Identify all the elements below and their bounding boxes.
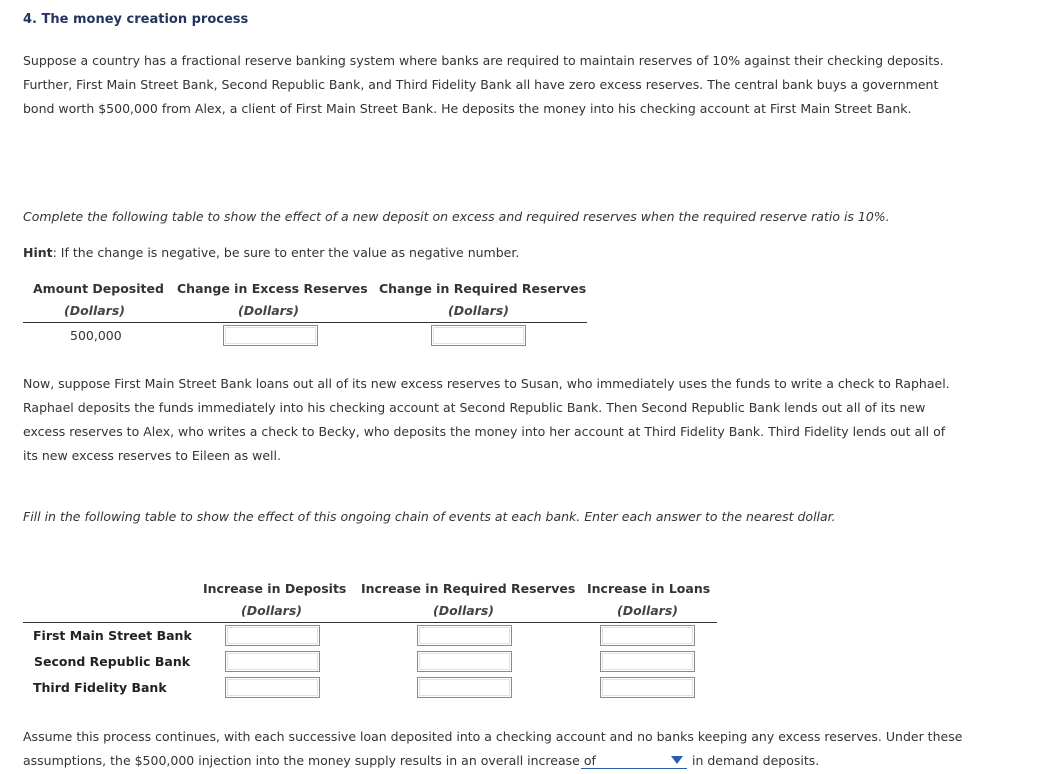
third-fidelity-loans-input[interactable] (600, 677, 695, 698)
t2-header-rule (23, 622, 717, 623)
scenario-paragraph: Now, suppose First Main Street Bank loans out all of its new excess reserves to Susan, who immediately uses the funds to write a check to Raphael. Raphael deposits the funds immediately into his checking account at Second Republic Bank. Then Second Republic Bank lends out all of its new excess reserves to Alex, who writes a check to Becky, who deposits the money into her account at Third Fidelity Bank. Third Fidelity lends out all of its new excess reserves to Eileen as well. (23, 376, 950, 463)
third-fidelity-required-input[interactable] (417, 677, 512, 698)
t1-amount-value: 500,000 (70, 328, 122, 343)
hint-body: : If the change is negative, be sure to enter the value as negative number. (52, 245, 520, 260)
t1-header-rule (23, 322, 587, 323)
hint-label: Hint (23, 245, 53, 260)
conclusion-line2-before: assumptions, the $500,000 injection into the money supply results in an overall increase of (23, 753, 596, 768)
row-label-first-main: First Main Street Bank (33, 628, 192, 643)
t2-header-loans: Increase in Loans (587, 581, 711, 596)
t2-header-deposits: Increase in Deposits (203, 581, 347, 596)
t1-header-required: Change in Required Reserves (379, 281, 587, 296)
chevron-down-icon[interactable] (671, 756, 683, 764)
page-title: 4. The money creation process (23, 12, 249, 27)
hint-text (23, 245, 519, 260)
intro-paragraph: Suppose a country has a fractional reserve banking system where banks are required to maintain reserves of 10% against their checking deposits. Further, First Main Street Bank, Second Republic Bank, and Third Fidelity Bank all have zero excess reserves. The central bank buys a government bond worth $500,000 from Alex, a client of First Main Street Bank. He deposits the money into his checking account at First Main Street Bank. (23, 53, 944, 116)
instruction-table1: Complete the following table to show the effect of a new deposit on excess and required reserves when the required reserve ratio is 10%. (23, 209, 890, 224)
row-label-third-fidelity: Third Fidelity Bank (33, 680, 167, 695)
first-main-required-input[interactable] (417, 625, 512, 646)
row-label-second-republic: Second Republic Bank (34, 654, 191, 669)
first-main-deposits-input[interactable] (225, 625, 320, 646)
t1-header-amount: Amount Deposited (33, 281, 164, 296)
second-republic-loans-input[interactable] (600, 651, 695, 672)
t1-header-excess: Change in Excess Reserves (177, 281, 368, 296)
excess-reserves-input[interactable] (223, 325, 318, 346)
third-fidelity-deposits-input[interactable] (225, 677, 320, 698)
t2-header-required: Increase in Required Reserves (361, 581, 576, 596)
first-main-loans-input[interactable] (600, 625, 695, 646)
t1-unit-excess: (Dollars) (238, 303, 299, 318)
conclusion-line1: Assume this process continues, with each successive loan deposited into a checking account and no banks keeping any excess reserves. Under these (23, 729, 963, 744)
t1-unit-amount: (Dollars) (64, 303, 125, 318)
second-republic-required-input[interactable] (417, 651, 512, 672)
t2-unit-required: (Dollars) (433, 603, 494, 618)
t2-unit-loans: (Dollars) (617, 603, 678, 618)
demand-deposits-dropdown[interactable] (581, 751, 687, 769)
conclusion-line2-after: in demand deposits. (692, 753, 820, 768)
required-reserves-input[interactable] (431, 325, 526, 346)
second-republic-deposits-input[interactable] (225, 651, 320, 672)
t1-unit-required: (Dollars) (448, 303, 509, 318)
t2-unit-deposits: (Dollars) (241, 603, 302, 618)
instruction-table2: Fill in the following table to show the effect of this ongoing chain of events at each bank. Enter each answer to the nearest dollar. (23, 509, 836, 524)
